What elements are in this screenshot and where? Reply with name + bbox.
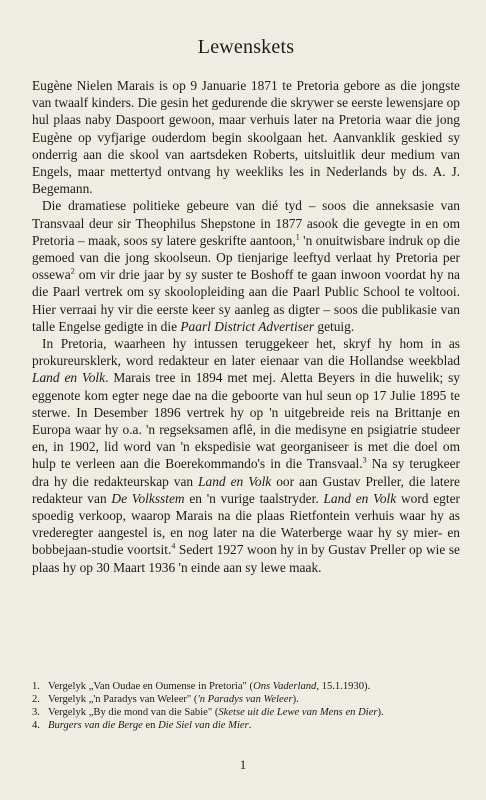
footnote-text [48, 681, 370, 692]
body-text [32, 77, 460, 576]
footnote-ref: 2 [70, 266, 75, 276]
footnote-text [48, 694, 299, 705]
footnote-ref: 3 [362, 456, 367, 465]
text-run: Vergelyk „By die mond van die Sabie" ( [48, 707, 219, 718]
footnote [32, 693, 460, 706]
italic-title: Paarl District Advertiser [180, 318, 315, 334]
italic-title: Die Siel van die Mier [158, 720, 249, 731]
footnote-number: 3. [32, 707, 40, 718]
text-run: ). [377, 707, 384, 718]
text-run: , 15.1.1930). [316, 681, 371, 692]
italic-title: Land en Volk [323, 490, 397, 506]
text-run: Na sy terugkeer dra hy die redakteurskap van [32, 456, 460, 489]
text-run: . Marais tree in 1894 met mej. Aletta Beyers in die huwelik; sy eggenote kom egter nege dae na die geboorte van hul seun op 17 Julie 1895 te sterwe. In Desember 1896 vertrek hy op 'n uitgebreide reis na Brittanje en Europa waar hy o.a. 'n regseksamen aflê, in die medisyne en psigiatrie studeer en, in 1902, lid word van 'n ekspedisie wat georganiseer is met die doel om hulp te verleen aan die Boerekommando's in die Transvaal. [32, 370, 461, 472]
paragraph [32, 77, 460, 197]
italic-title: Ons Vaderland [253, 681, 317, 692]
footnote [32, 680, 460, 693]
text-run: Sedert 1927 woon hy in by Gustav Preller op wie se plaas hy op 30 Maart 1936 'n einde aan sy lewe maak. [32, 542, 460, 575]
italic-title: De Volksstem [111, 490, 185, 506]
text-run: om vir drie jaar by sy suster te Boshoff te gaan inwoon voordat hy na die Paarl vertrek om sy skoolopleiding aan die Paarl Public School te voltooi. Hier verraai hy vir die eerste keer sy aanleg as digter – soos die publikasie van talle Engelse gedigte in die [32, 267, 460, 334]
text-run: oor aan Gustav Preller, die latere redakteur van [32, 473, 460, 506]
italic-title: Land en Volk [32, 370, 106, 386]
page-number: 1 [239, 757, 247, 772]
text-run: Vergelyk „Van Oudae en Oumense in Pretoria" ( [48, 681, 254, 692]
text-run: Die dramatiese politieke gebeure van dié tyd – soos die anneksasie van Transvaal deur sir Theophilus Shepstone in 1877 asook die gevegte in en om Pretoria – maak, soos sy latere geskrifte aantoon, [32, 198, 460, 248]
italic-title: 'n Paradys van Weleer [197, 694, 293, 705]
footnote [32, 719, 460, 732]
text-run: ). [292, 694, 299, 705]
italic-title: Sketse uit die Lewe van Mens en Dier [218, 707, 378, 718]
footnote-text [48, 707, 384, 718]
italic-title: Land en Volk [198, 473, 272, 489]
footnote-number: 1. [32, 681, 40, 692]
text-run: In Pretoria, waarheen hy intussen teruggekeer het, skryf hy hom in as prokureursklerk, word redakteur en later eienaar van die Hollandse weekblad [32, 336, 460, 369]
page-title: Lewenskets [197, 36, 295, 58]
text-run: Eugène Nielen Marais is op 9 Januarie 1871 te Pretoria gebore as die jongste van twaalf kinders. Die gesin het gedurende die skrywer se eerste lewensjare op hul plaas naby Daspoort gewoon, maar verhuis later na Pretoria waar die jong Eugène op vyfjarige ouderdom begin skoolgaan het. Aanvanklik geskied sy onderrig aan die skool van aartsdeken Roberts, uitsluitlik deur medium van Engels, maar mettertyd ontvang hy weekliks les in Nederlands by ds. A. J. Begemann. [32, 78, 460, 197]
footnotes [32, 680, 460, 732]
text-run: 'n onuitwisbare indruk op die gemoed van die jong skoolseun. Op tienjarige leeftyd verlaat hy Pretoria per ossewa [32, 232, 460, 283]
text-run: word egter spoedig verkoop, waarop Marais na die plaas Rietfontein verhuis waar hy as vrederegter aangestel is, en nog later na die Waterberge waar hy sy mier- en bobbejaan-studie voortsit. [32, 490, 460, 558]
footnote [32, 706, 460, 719]
paragraph [32, 197, 460, 335]
footnote-ref: 1 [295, 232, 300, 242]
footnote-ref: 4 [171, 542, 176, 552]
footnote-text [48, 720, 251, 731]
italic-title: Burgers van die Berge [48, 720, 143, 731]
paragraph [32, 335, 460, 576]
text-run: en 'n vurige taalstryder. [184, 490, 324, 506]
footnote-number: 2. [32, 694, 40, 705]
text-run: en [142, 720, 159, 731]
footnote-number: 4. [32, 720, 40, 731]
text-run: getuig. [314, 318, 355, 334]
text-run: . [248, 720, 252, 731]
text-run: Vergelyk „'n Paradys van Weleer" ( [48, 694, 198, 705]
